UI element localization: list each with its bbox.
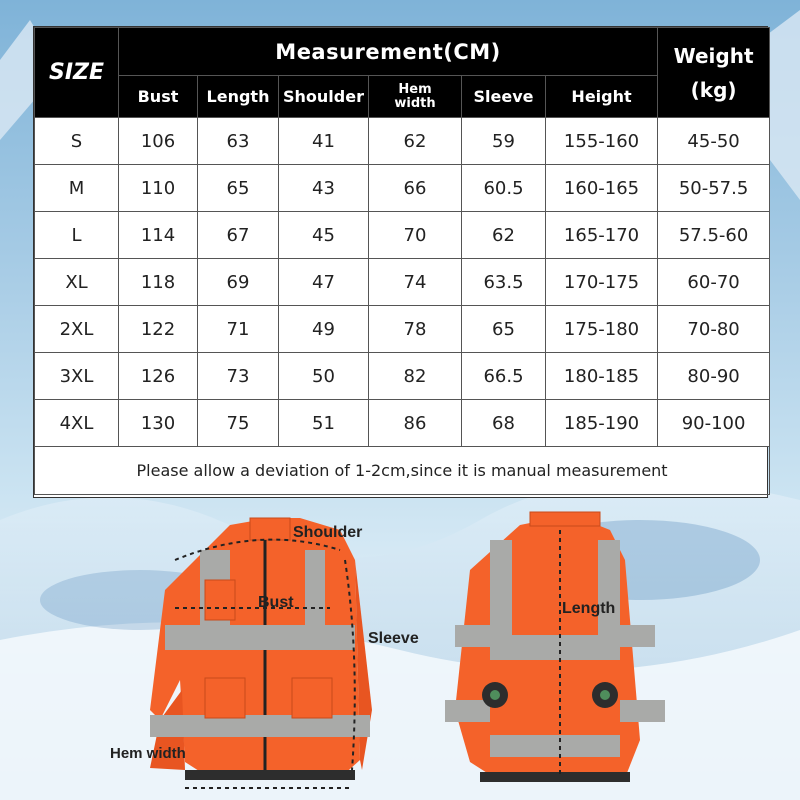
weight-header (658, 28, 770, 118)
cell-weight: 50-57.5 (658, 165, 770, 212)
cell-bust: 106 (119, 118, 198, 165)
cell-shoulder: 49 (279, 306, 369, 353)
weight-header-line2: (kg) (690, 77, 737, 102)
cell-length: 71 (198, 306, 279, 353)
table-row (35, 259, 770, 306)
cell-height: 180-185 (546, 353, 658, 400)
cell-sleeve: 59 (462, 118, 546, 165)
measurement-header: Measurement(CM) (119, 28, 658, 76)
cell-sleeve: 65 (462, 306, 546, 353)
table-row (35, 353, 770, 400)
col-sleeve: Sleeve (462, 76, 546, 118)
cell-hem: 82 (369, 353, 462, 400)
cell-size: XL (35, 259, 119, 306)
cell-height: 160-165 (546, 165, 658, 212)
cell-weight: 90-100 (658, 400, 770, 447)
cell-shoulder: 50 (279, 353, 369, 400)
table-row (35, 212, 770, 259)
cell-height: 185-190 (546, 400, 658, 447)
cell-hem: 74 (369, 259, 462, 306)
cell-bust: 114 (119, 212, 198, 259)
cell-hem: 86 (369, 400, 462, 447)
size-header: SIZE (35, 28, 119, 118)
cell-bust: 122 (119, 306, 198, 353)
cell-length: 65 (198, 165, 279, 212)
cell-length: 75 (198, 400, 279, 447)
label-bust: Bust (258, 594, 294, 611)
cell-shoulder: 47 (279, 259, 369, 306)
cell-shoulder: 51 (279, 400, 369, 447)
cell-height: 165-170 (546, 212, 658, 259)
cell-hem: 62 (369, 118, 462, 165)
cell-bust: 126 (119, 353, 198, 400)
size-chart-table (33, 26, 768, 498)
cell-sleeve: 60.5 (462, 165, 546, 212)
col-length: Length (198, 76, 279, 118)
cell-sleeve: 66.5 (462, 353, 546, 400)
col-height: Height (546, 76, 658, 118)
cell-height: 155-160 (546, 118, 658, 165)
cell-sleeve: 62 (462, 212, 546, 259)
col-bust: Bust (119, 76, 198, 118)
cell-weight: 70-80 (658, 306, 770, 353)
weight-header-line1: Weight (673, 43, 754, 68)
cell-hem: 78 (369, 306, 462, 353)
cell-bust: 118 (119, 259, 198, 306)
cell-size: S (35, 118, 119, 165)
cell-length: 63 (198, 118, 279, 165)
table-row (35, 118, 770, 165)
measurement-note: Please allow a deviation of 1-2cm,since it is manual measurement (35, 447, 770, 495)
cell-sleeve: 68 (462, 400, 546, 447)
cell-sleeve: 63.5 (462, 259, 546, 306)
cell-weight: 45-50 (658, 118, 770, 165)
cell-bust: 110 (119, 165, 198, 212)
cell-hem: 70 (369, 212, 462, 259)
cell-weight: 80-90 (658, 353, 770, 400)
cell-size: 3XL (35, 353, 119, 400)
label-sleeve: Sleeve (368, 630, 419, 647)
cell-shoulder: 41 (279, 118, 369, 165)
cell-size: 4XL (35, 400, 119, 447)
jacket-diagram (0, 500, 800, 800)
label-shoulder: Shoulder (293, 524, 363, 541)
table-row (35, 165, 770, 212)
table-row (35, 400, 770, 447)
cell-height: 170-175 (546, 259, 658, 306)
label-length: Length (562, 600, 616, 617)
table-row (35, 306, 770, 353)
cell-height: 175-180 (546, 306, 658, 353)
col-shoulder: Shoulder (279, 76, 369, 118)
col-hem-width: Hem width (369, 76, 462, 118)
cell-length: 67 (198, 212, 279, 259)
back-jacket (445, 512, 665, 782)
cell-weight: 60-70 (658, 259, 770, 306)
cell-size: M (35, 165, 119, 212)
cell-shoulder: 45 (279, 212, 369, 259)
cell-size: 2XL (35, 306, 119, 353)
cell-bust: 130 (119, 400, 198, 447)
cell-shoulder: 43 (279, 165, 369, 212)
cell-length: 73 (198, 353, 279, 400)
cell-length: 69 (198, 259, 279, 306)
cell-hem: 66 (369, 165, 462, 212)
label-hem-width: Hem width (110, 745, 186, 762)
cell-size: L (35, 212, 119, 259)
cell-weight: 57.5-60 (658, 212, 770, 259)
